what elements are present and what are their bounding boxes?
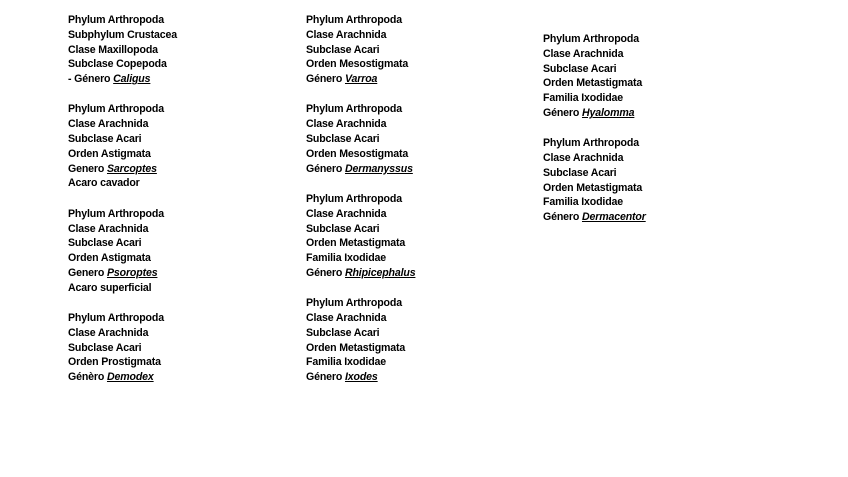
taxonomy-block: [543, 32, 773, 121]
genus-prefix: Género: [306, 162, 345, 175]
genus-line: [68, 72, 298, 87]
taxonomy-block: [306, 192, 536, 281]
genus-line: [543, 106, 773, 121]
taxon-rank-line: Subclase Acari: [306, 326, 380, 339]
genus-name: Rhipicephalus: [344, 266, 416, 279]
common-name-line: Acaro cavador: [68, 177, 140, 190]
taxon-rank-line: Clase Arachnida: [306, 28, 387, 41]
taxon-rank-line: Orden Metastigmata: [543, 181, 643, 194]
taxon-rank-line: Subclase Acari: [306, 43, 380, 56]
genus-prefix: Género: [306, 73, 345, 86]
taxonomy-block: [306, 102, 536, 176]
taxon-rank-line: Subclase Acari: [68, 341, 142, 354]
common-name-line: Acaro superficial: [68, 281, 152, 294]
genus-name: Varroa: [344, 73, 378, 86]
taxon-rank-line: Orden Astigmata: [68, 252, 151, 265]
taxon-rank-line: Subclase Acari: [306, 222, 380, 235]
taxonomy-block: [68, 311, 298, 385]
taxon-rank-line: Clase Arachnida: [306, 118, 387, 131]
taxon-rank-line: Subclase Acari: [543, 166, 617, 179]
taxon-rank-line: Orden Prostigmata: [68, 356, 161, 369]
taxon-rank-line: Phylum Arthropoda: [543, 137, 639, 150]
taxon-rank-line: Phylum Arthropoda: [68, 14, 164, 26]
taxon-rank-line: Clase Arachnida: [68, 222, 149, 235]
taxon-rank-line: Subphylum Crustacea: [68, 28, 178, 41]
taxonomy-column-1: [68, 13, 298, 401]
genus-line: [306, 72, 536, 87]
genus-line: [543, 210, 773, 225]
taxon-rank-line: Subclase Copepoda: [68, 58, 167, 71]
genus-prefix: Género: [306, 371, 345, 384]
genus-prefix: Genero: [68, 162, 107, 175]
taxon-rank-line: Subclase Acari: [543, 62, 617, 75]
taxon-rank-line: Clase Arachnida: [68, 326, 149, 339]
genus-name: Hyalomma: [581, 106, 635, 119]
genus-name: Dermanyssus: [344, 162, 413, 175]
taxon-rank-line: Phylum Arthropoda: [306, 192, 402, 205]
taxon-rank-line: Clase Arachnida: [543, 152, 624, 165]
taxonomy-block: [306, 13, 536, 87]
taxon-rank-line: Familia Ixodidae: [543, 196, 624, 209]
taxon-rank-line: Phylum Arthropoda: [68, 103, 164, 116]
taxon-rank-line: Clase Arachnida: [306, 207, 387, 220]
taxon-rank-line: Phylum Arthropoda: [306, 103, 402, 116]
taxonomy-block: [306, 296, 536, 385]
taxon-rank-line: Subclase Acari: [306, 133, 380, 146]
taxonomy-column-2: [306, 13, 536, 401]
genus-line: [68, 162, 298, 177]
taxon-rank-line: Familia Ixodidae: [543, 92, 624, 105]
genus-name: Sarcoptes: [106, 162, 157, 175]
genus-prefix: Génèro: [68, 371, 107, 384]
taxon-rank-line: Phylum Arthropoda: [306, 14, 402, 26]
taxonomy-column-3: [543, 32, 773, 241]
taxonomy-block: [543, 136, 773, 225]
genus-prefix: - Género: [68, 73, 114, 86]
taxon-rank-line: Familia Ixodidae: [306, 356, 387, 369]
taxon-rank-line: Subclase Acari: [68, 133, 142, 146]
genus-prefix: Género: [306, 266, 345, 279]
genus-line: [68, 370, 298, 385]
taxonomy-block: [68, 207, 298, 296]
taxon-rank-line: Phylum Arthropoda: [68, 312, 164, 325]
taxon-rank-line: Phylum Arthropoda: [306, 297, 402, 310]
taxon-rank-line: Orden Metastigmata: [543, 77, 643, 90]
taxon-rank-line: Phylum Arthropoda: [543, 33, 639, 45]
genus-name: Dermacentor: [581, 211, 646, 224]
genus-line: [306, 266, 536, 281]
genus-line: [306, 162, 536, 177]
taxon-rank-line: Phylum Arthropoda: [68, 207, 164, 220]
taxon-rank-line: Orden Metastigmata: [306, 341, 406, 354]
taxonomy-block: [68, 102, 298, 191]
genus-line: [68, 266, 298, 281]
genus-name: Demodex: [106, 371, 154, 384]
taxon-rank-line: Orden Astigmata: [68, 147, 151, 160]
taxon-rank-line: Clase Arachnida: [68, 118, 149, 131]
taxon-rank-line: Clase Arachnida: [306, 312, 387, 325]
genus-name: Caligus: [113, 73, 151, 86]
genus-name: Psoroptes: [106, 266, 158, 279]
genus-prefix: Genero: [68, 266, 107, 279]
genus-line: [306, 370, 536, 385]
genus-name: Ixodes: [344, 371, 378, 384]
taxon-rank-line: Clase Arachnida: [543, 47, 624, 60]
taxon-rank-line: Subclase Acari: [68, 237, 142, 250]
taxon-rank-line: Orden Mesostigmata: [306, 58, 409, 71]
taxonomy-block: [68, 13, 298, 87]
genus-prefix: Género: [543, 106, 582, 119]
taxon-rank-line: Clase Maxillopoda: [68, 43, 158, 56]
taxon-rank-line: Orden Metastigmata: [306, 237, 406, 250]
taxon-rank-line: Orden Mesostigmata: [306, 147, 409, 160]
taxon-rank-line: Familia Ixodidae: [306, 252, 387, 265]
genus-prefix: Género: [543, 211, 582, 224]
